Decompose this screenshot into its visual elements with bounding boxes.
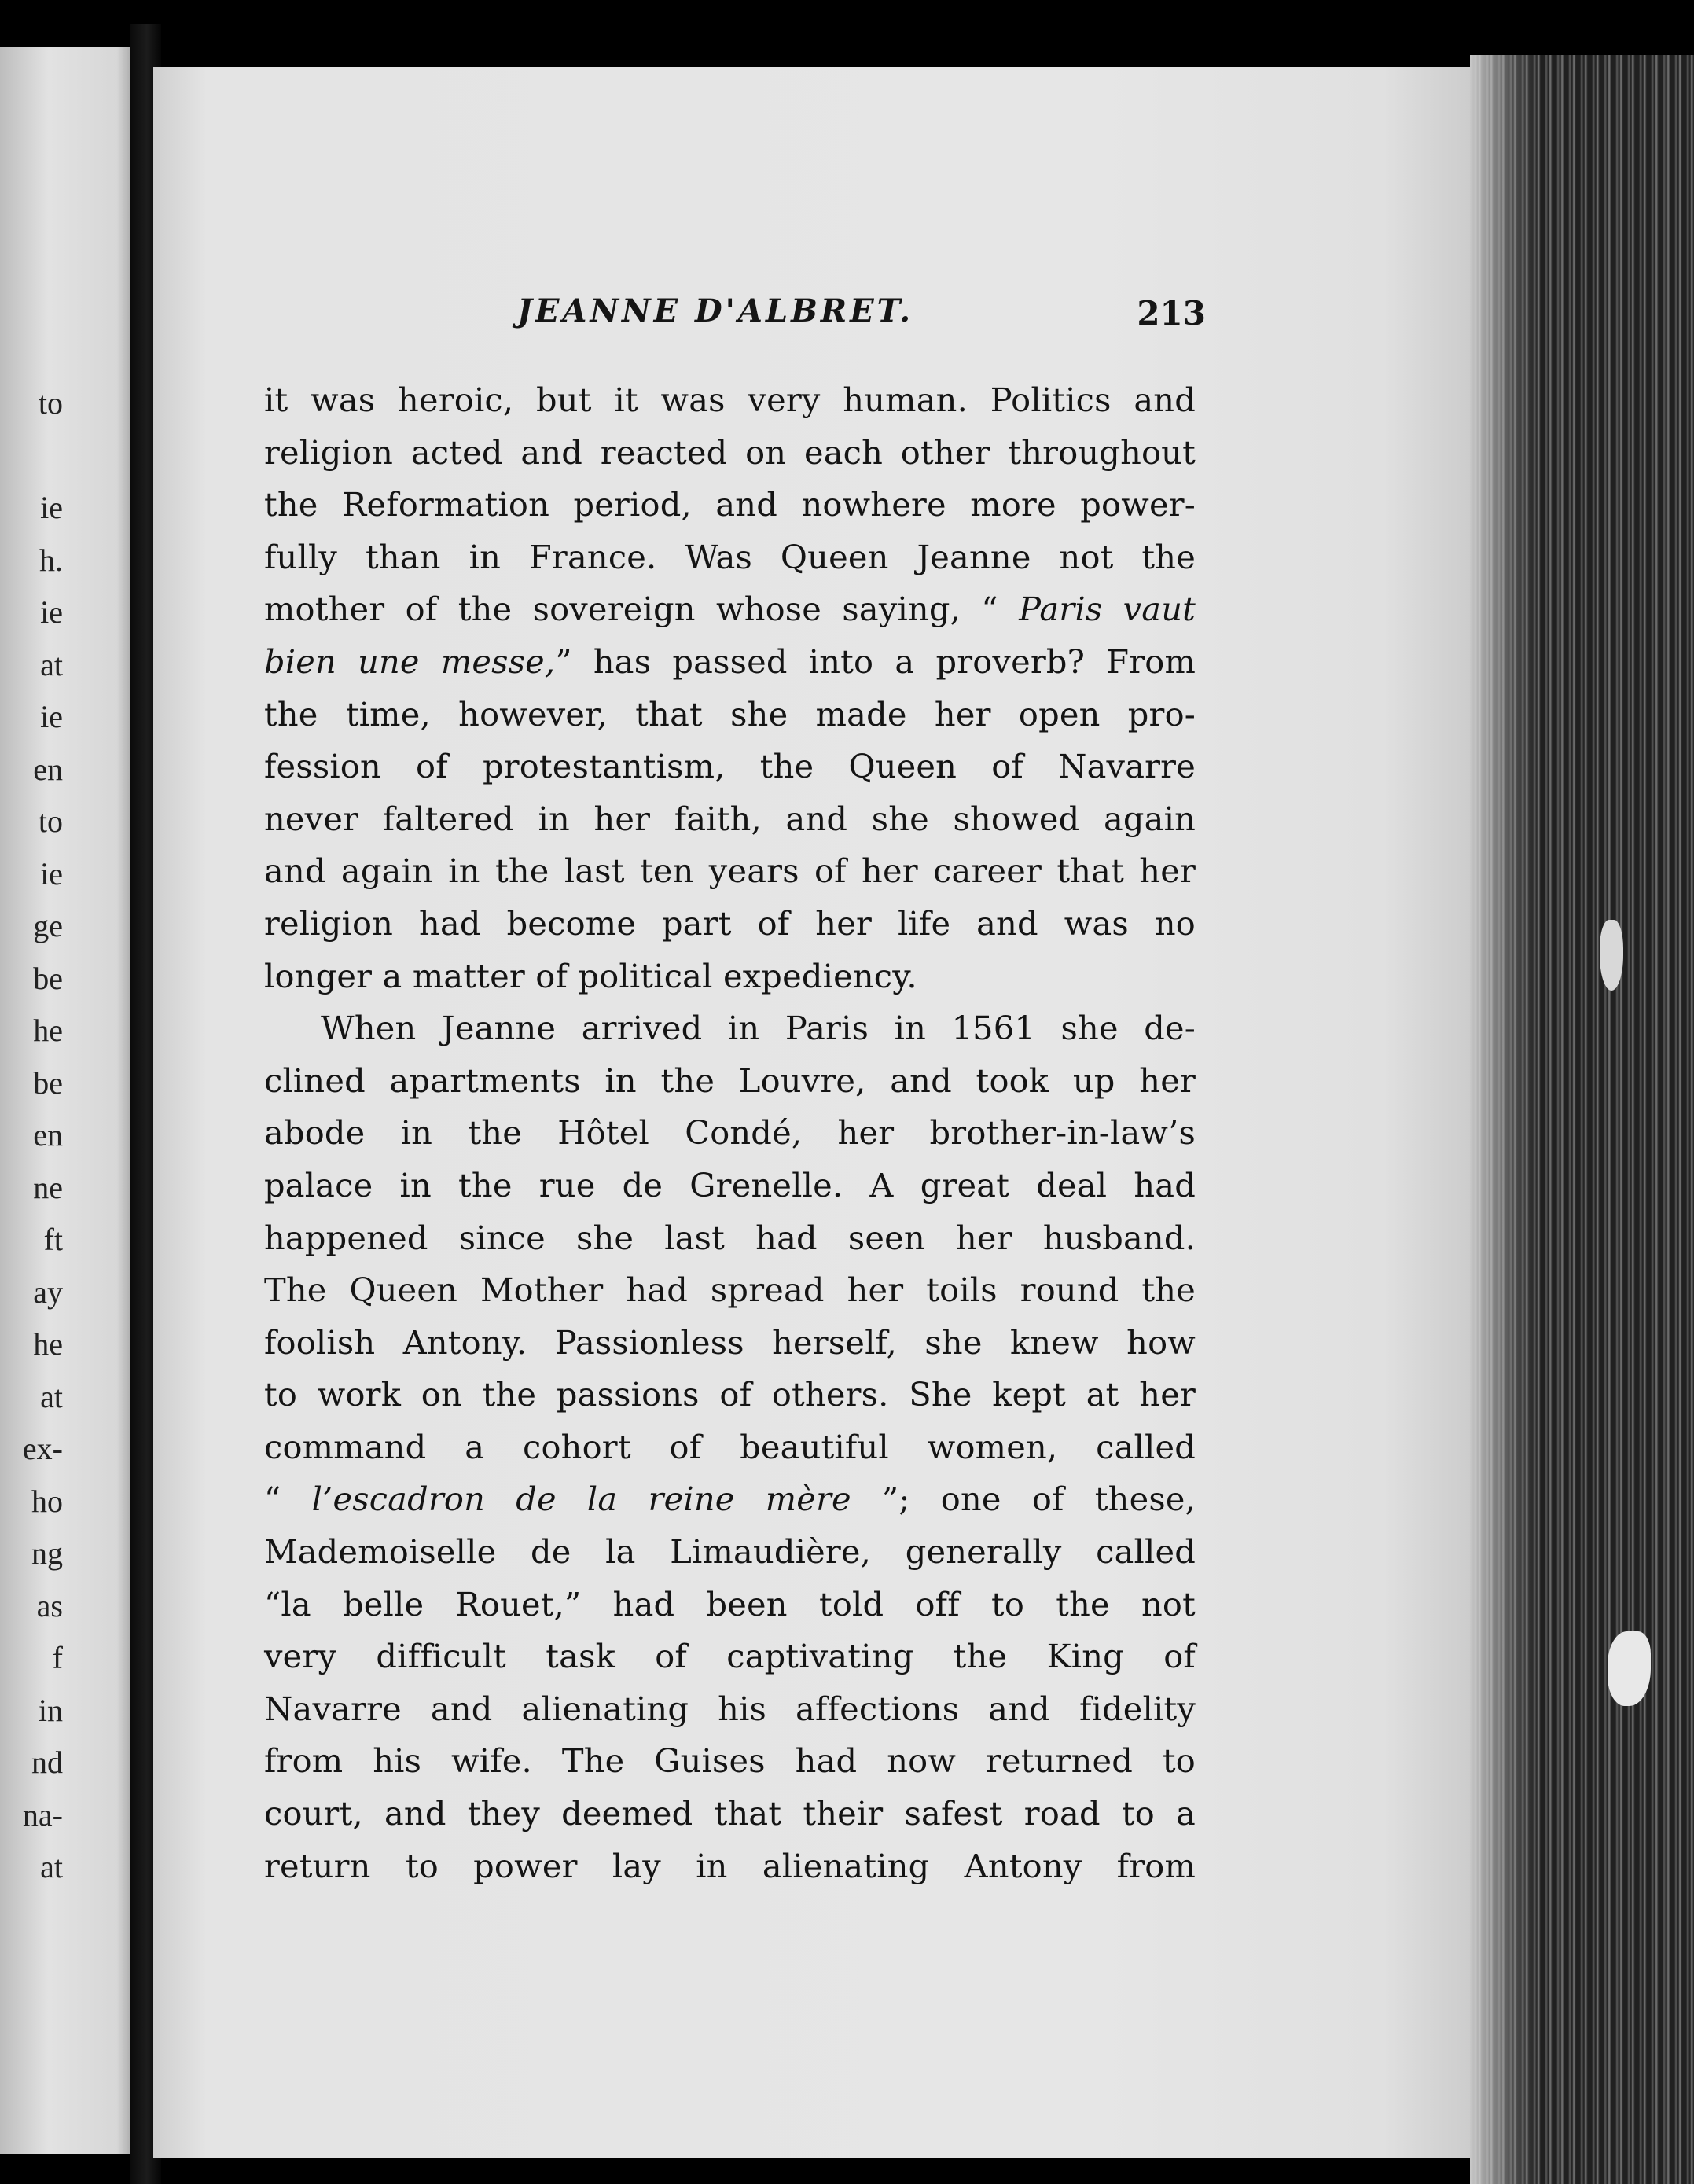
left-page-fragment: ge: [33, 908, 63, 943]
text-line: Mademoiselle de la Limaudière, generally called: [264, 1532, 1196, 1572]
text-line: [264, 636, 1196, 689]
left-page-fragment: ie: [40, 594, 63, 630]
text-line: palace in the rue de Grenelle. A great deal had: [264, 1165, 1196, 1204]
italic-quote: Paris vaut: [1019, 590, 1196, 629]
text-run: ”; one of these,: [851, 1480, 1196, 1519]
page-edges-shading: [1470, 55, 1541, 2184]
left-page-fragment: he: [33, 1013, 63, 1048]
text-line: it was heroic, but it was very human. Politics and: [264, 381, 1196, 419]
left-page-fragment: ne: [33, 1169, 63, 1205]
left-page-fragment: ie: [40, 699, 63, 734]
left-page-fragment: na-: [22, 1796, 63, 1833]
left-page-fragment: [0, 430, 63, 483]
left-page-text-fragments: [0, 377, 63, 1894]
left-page-fragment: f: [52, 1640, 63, 1675]
text-line: [264, 1473, 1196, 1526]
text-line: very difficult task of captivating the King of: [264, 1637, 1196, 1676]
left-page-fragment: be: [33, 960, 63, 996]
text-line: command a cohort of beautiful women, called: [264, 1427, 1196, 1466]
left-page-fragment: be: [33, 1064, 63, 1101]
page-number: 213: [1137, 294, 1206, 333]
text-line: “la belle Rouet,” had been told off to the not: [264, 1584, 1196, 1623]
text-line: fession of protestantism, the Queen of Navarre: [264, 747, 1196, 786]
left-page-fragment: at: [40, 1378, 63, 1414]
text-line: foolish Antony. Passionless herself, she knew how: [264, 1322, 1196, 1362]
left-page-fragment: to: [38, 385, 63, 421]
text-line: abode in the Hôtel Condé, her brother-in-law’s: [264, 1113, 1196, 1153]
text-line: never faltered in her faith, and she showed again: [264, 799, 1196, 838]
text-line: and again in the last ten years of her career that her: [264, 851, 1196, 891]
left-page-fragment: ft: [43, 1222, 63, 1257]
text-line: When Jeanne arrived in Paris in 1561 she de-: [321, 1009, 1196, 1048]
left-page-fragment: as: [36, 1587, 63, 1623]
text-line: religion had become part of her life and was no: [264, 903, 1196, 943]
text-run: ” has passed into a proverb? From: [555, 642, 1196, 681]
left-page-fragment: nd: [31, 1745, 63, 1780]
page-edge-mark: [1608, 1631, 1651, 1706]
text-line: Navarre and alienating his affections and fidelity: [264, 1689, 1196, 1728]
left-page-fragment: at: [40, 1849, 63, 1884]
text-line: fully than in France. Was Queen Jeanne not the: [264, 537, 1196, 576]
left-page-fragment: he: [33, 1326, 63, 1362]
left-page-fragment: ho: [31, 1483, 63, 1519]
running-head: [517, 292, 1206, 340]
text-run: mother of the sovereign whose saying, “: [264, 590, 1020, 629]
text-line: to work on the passions of others. She kept at her: [264, 1375, 1196, 1414]
text-line: The Queen Mother had spread her toils round the: [264, 1270, 1196, 1310]
italic-quote: l’escadron de la reine mère: [311, 1480, 851, 1519]
left-page-fragment: ex-: [22, 1431, 63, 1466]
text-line: happened since she last had seen her husband.: [264, 1218, 1196, 1257]
text-run: “: [264, 1480, 312, 1519]
body-text: [264, 374, 1196, 1892]
left-page-fragment: ie: [40, 855, 63, 892]
page-edge-mark: [1600, 920, 1623, 991]
text-line: the Reformation period, and nowhere more power-: [264, 485, 1196, 524]
text-line: from his wife. The Guises had now returned to: [264, 1741, 1196, 1781]
left-page-fragment: ay: [33, 1274, 63, 1310]
left-page-fragment: at: [40, 646, 63, 682]
text-line: the time, however, that she made her open pro-: [264, 694, 1196, 734]
text-line: longer a matter of political expediency.: [264, 956, 917, 995]
running-title: JEANNE D'ALBRET.: [517, 292, 914, 329]
italic-quote: bien une messe,: [264, 642, 556, 681]
left-page-fragment: ie: [40, 490, 63, 525]
left-page-fragment: h.: [39, 542, 63, 578]
left-page-fragment: en: [33, 751, 63, 787]
text-line: [264, 583, 1196, 636]
text-line: clined apartments in the Louvre, and took up her: [264, 1061, 1196, 1100]
text-line: return to power lay in alienating Antony from: [264, 1846, 1196, 1885]
text-line: religion acted and reacted on each other throughout: [264, 432, 1196, 472]
left-page-fragment: ng: [31, 1535, 63, 1571]
left-page-fragment: to: [38, 803, 63, 839]
left-page-fragment: in: [38, 1692, 63, 1728]
left-page-fragment: en: [33, 1117, 63, 1153]
text-line: court, and they deemed that their safest road to a: [264, 1794, 1196, 1833]
